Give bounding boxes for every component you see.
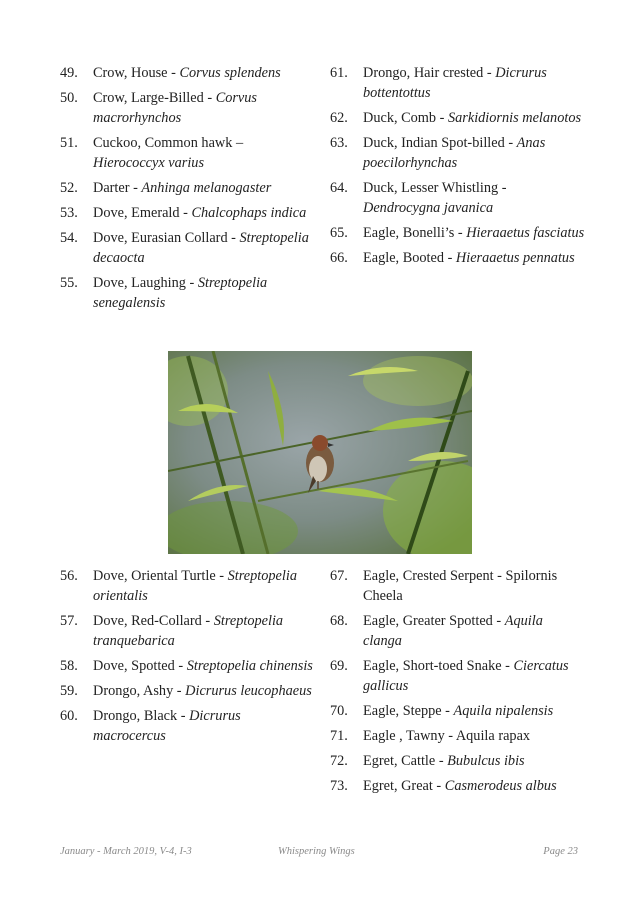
- species-list-bottom-right: [330, 566, 585, 801]
- species-entry: [330, 108, 585, 128]
- species-entry: [60, 203, 315, 223]
- species-entry: [330, 63, 585, 103]
- entry-number: 52.: [60, 180, 78, 196]
- footer-issue: January - March 2019, V-4, I-3: [60, 846, 192, 857]
- scientific-name: Dendrocygna javanica: [363, 200, 494, 216]
- species-entry: [60, 273, 315, 313]
- scientific-name: Streptopelia decaocta: [93, 230, 309, 266]
- scientific-name: Streptopelia orientalis: [93, 568, 297, 604]
- entry-number: 61.: [330, 65, 348, 81]
- footer-page-number: Page 23: [543, 846, 578, 857]
- species-entry: [330, 776, 585, 796]
- entry-number: 58.: [60, 658, 78, 674]
- common-name: Egret, Great -: [363, 778, 445, 794]
- common-name: Cuckoo, Common hawk –: [93, 135, 244, 151]
- common-name: Dove, Spotted -: [93, 658, 187, 674]
- entry-number: 67.: [330, 568, 348, 584]
- common-name: Dove, Laughing -: [93, 275, 198, 291]
- scientific-name: Aquila clanga: [363, 613, 543, 649]
- common-name: Crow, House -: [93, 65, 180, 81]
- common-name: Dove, Red-Collard -: [93, 613, 214, 629]
- species-entry: [330, 223, 585, 243]
- scientific-name: Sarkidiornis melanotos: [447, 110, 582, 126]
- species-entry: [330, 726, 585, 746]
- species-entry: [60, 611, 315, 651]
- species-entry: [330, 133, 585, 173]
- entry-number: 50.: [60, 90, 78, 106]
- common-name: Duck, Lesser Whistling -: [363, 180, 507, 196]
- species-entry: [60, 228, 315, 268]
- scientific-name: Corvus splendens: [179, 65, 281, 81]
- scientific-name: Anhinga melanogaster: [141, 180, 272, 196]
- entry-number: 70.: [330, 703, 348, 719]
- entry-number: 62.: [330, 110, 348, 126]
- entry-number: 72.: [330, 753, 348, 769]
- species-entry: [60, 656, 315, 676]
- species-entry: [330, 178, 585, 218]
- species-entry: [60, 706, 315, 746]
- entry-number: 68.: [330, 613, 348, 629]
- species-entry: [330, 656, 585, 696]
- scientific-name: Dicrurus leucophaeus: [185, 683, 312, 699]
- entry-number: 54.: [60, 230, 78, 246]
- common-name: Eagle , Tawny - Aquila rapax: [363, 728, 531, 744]
- species-entry: [60, 88, 315, 128]
- species-list-top-right: [330, 63, 585, 273]
- entry-number: 73.: [330, 778, 348, 794]
- entry-number: 66.: [330, 250, 348, 266]
- species-entry: [330, 611, 585, 651]
- scientific-name: Casmerodeus albus: [444, 778, 557, 794]
- entry-number: 49.: [60, 65, 78, 81]
- scientific-name: Aquila nipalensis: [453, 703, 554, 719]
- scientific-name: Streptopelia chinensis: [186, 658, 313, 674]
- common-name: Drongo, Black -: [93, 708, 190, 724]
- common-name: Eagle, Booted -: [363, 250, 456, 266]
- scientific-name: Ciercatus gallicus: [363, 658, 569, 694]
- common-name: Dove, Emerald -: [93, 205, 192, 221]
- species-entry: [330, 248, 585, 268]
- entry-number: 69.: [330, 658, 348, 674]
- entry-number: 53.: [60, 205, 78, 221]
- species-list-bottom-left: [60, 566, 315, 751]
- common-name: Egret, Cattle -: [363, 753, 448, 769]
- scientific-name: Dicrurus bottentottus: [363, 65, 547, 101]
- scientific-name: Streptopelia tranquebarica: [93, 613, 284, 649]
- entry-number: 56.: [60, 568, 78, 584]
- common-name: Eagle, Crested Serpent - Spilornis Cheela: [363, 568, 558, 604]
- entry-number: 57.: [60, 613, 78, 629]
- footer-title: Whispering Wings: [278, 846, 355, 857]
- species-entry: [330, 751, 585, 771]
- common-name: Dove, Eurasian Collard -: [93, 230, 240, 246]
- scientific-name: Hierococcyx varius: [93, 155, 205, 171]
- species-list-top-left: [60, 63, 315, 318]
- entry-number: 63.: [330, 135, 348, 151]
- scientific-name: Anas poecilorhynchas: [363, 135, 546, 171]
- species-entry: [330, 566, 585, 606]
- species-entry: [60, 681, 315, 701]
- scientific-name: Hieraaetus fasciatus: [466, 225, 585, 241]
- entry-number: 71.: [330, 728, 348, 744]
- scientific-name: Dicrurus macrocercus: [93, 708, 241, 744]
- entry-number: 51.: [60, 135, 78, 151]
- entry-number: 64.: [330, 180, 348, 196]
- scientific-name: Chalcophaps indica: [191, 205, 307, 221]
- species-entry: [60, 63, 315, 83]
- entry-number: 65.: [330, 225, 348, 241]
- common-name: Eagle, Greater Spotted -: [363, 613, 505, 629]
- species-entry: [330, 701, 585, 721]
- common-name: Eagle, Bonelli’s -: [363, 225, 467, 241]
- common-name: Eagle, Short-toed Snake -: [363, 658, 514, 674]
- scientific-name: Bubulcus ibis: [447, 753, 525, 769]
- common-name: Darter -: [93, 180, 142, 196]
- common-name: Duck, Indian Spot-billed -: [363, 135, 517, 151]
- entry-number: 60.: [60, 708, 78, 724]
- common-name: Crow, Large-Billed -: [93, 90, 216, 106]
- scientific-name: Corvus macrorhynchos: [93, 90, 257, 126]
- entry-number: 55.: [60, 275, 78, 291]
- common-name: Dove, Oriental Turtle -: [93, 568, 228, 584]
- common-name: Eagle, Steppe -: [363, 703, 454, 719]
- scientific-name: Streptopelia senegalensis: [93, 275, 268, 311]
- scientific-name: Hieraaetus pennatus: [455, 250, 575, 266]
- common-name: Drongo, Hair crested -: [363, 65, 496, 81]
- sparrow-photo: [168, 351, 472, 554]
- common-name: Drongo, Ashy -: [93, 683, 186, 699]
- species-entry: [60, 178, 315, 198]
- entry-number: 59.: [60, 683, 78, 699]
- species-entry: [60, 133, 315, 173]
- common-name: Duck, Comb -: [363, 110, 448, 126]
- species-entry: [60, 566, 315, 606]
